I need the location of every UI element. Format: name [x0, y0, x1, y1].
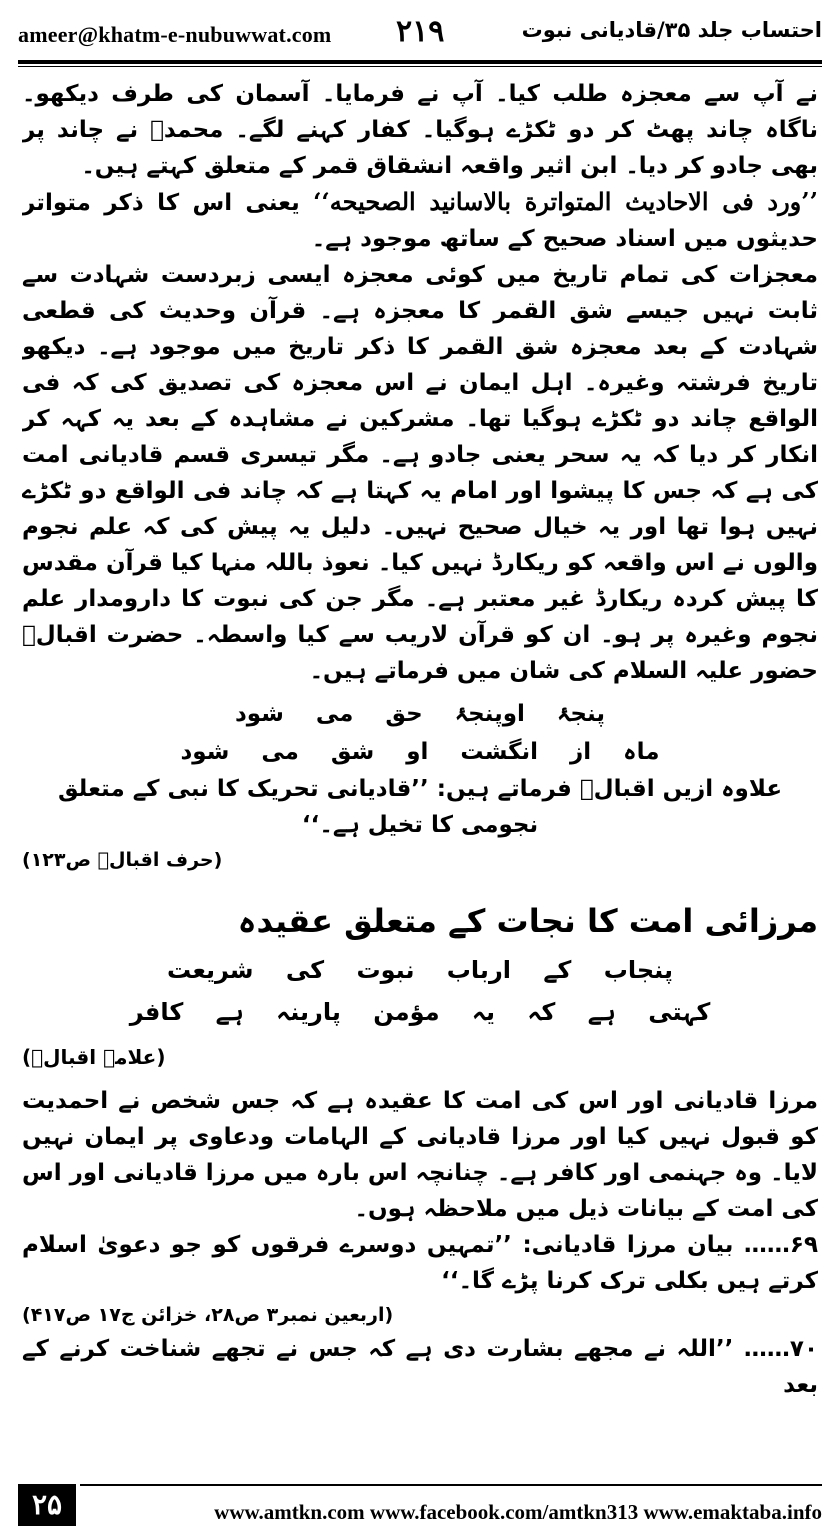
paragraph-2-rest: یعنی اس کا ذکر متواتر حدیثوں میں اسناد صحیح کے ساتھ موجود ہے۔: [22, 190, 818, 252]
verse-line-1: پنجۂ اوپنجۂ حق می شود: [234, 701, 606, 727]
verse2-line-2: کہتی ہے کہ یہ مؤمن پارینہ ہے کافر: [129, 998, 711, 1026]
header-rule-thick: [18, 60, 822, 64]
page-header: [18, 12, 822, 56]
footer-links[interactable]: www.amtkn.com www.facebook.com/amtkn313 www.emaktaba.info: [214, 1500, 822, 1524]
paragraph-5: مرزا قادیانی اور اس کی امت کا عقیدہ ہے کہ جس شخص نے احمدیت کو قبول نہیں کیا اور مرزا قادیانی کے الہامات ودعاوی پر ایمان نہیں لایا۔ وہ جہنمی اور کافر ہے۔ چنانچہ اس بارہ میں مرزا قادیانی اور اس کی امت کے بیانات ذیل میں ملاحظہ ہوں۔: [22, 1088, 818, 1222]
header-book-title: احتساب جلد ۳۵/قادیانی نبوت: [521, 18, 822, 42]
persian-verse: [22, 695, 818, 771]
paragraph-2: [22, 184, 818, 257]
paragraph-7: ۷۰…… ’’اللہ نے مجھے بشارت دی ہے کہ جس نے تجھے شناخت کرنے کے بعد: [22, 1336, 818, 1398]
header-email[interactable]: ameer@khatm-e-nubuwwat.com: [18, 22, 332, 47]
footer-rule: [80, 1484, 822, 1486]
verse-attribution: (علامہ اقبالؒ): [22, 1045, 166, 1069]
verse-line-2: ماہ از انگشت او شق می شود: [180, 739, 660, 765]
quote-69: [22, 1227, 818, 1331]
page-content: [22, 76, 818, 1464]
paragraph-4: علاوہ ازیں اقبالؒ فرماتے ہیں: ’’قادیانی تحریک کا نبی کے متعلق نجومی کا تخیل ہے۔‘‘: [57, 776, 783, 838]
paragraph-6: ۶۹…… بیان مرزا قادیانی: ’’تمہیں دوسرے فرقوں کو جو دعویٰ اسلام کرتے ہیں بکلی ترک کرنا پڑے گا۔‘‘: [22, 1232, 818, 1294]
arabic-quote: ’’ورد فی الاحادیث المتواترة بالاسانید الصحیحه‘‘: [313, 187, 818, 216]
paragraph-3: معجزات کی تمام تاریخ میں کوئی معجزہ ایسی زبردست شہادت سے ثابت نہیں جیسے شق القمر کا معجزہ ہے۔ قرآن وحدیث کی قطعی شہادت کے بعد معجزہ شق القمر کا ذکر تاریخ میں موجود ہے۔ دیکھو تاریخ فرشتہ وغیرہ۔ اہل ایمان نے اس معجزہ کی تصدیق کی کہ فی الواقع چاند دو ٹکڑے ہوگیا تھا۔ مشرکین نے مشاہدہ کے بعد یہ کہہ کر انکار کر دیا کہ یہ سحر یعنی جادو ہے۔ مگر تیسری قسم قادیانی امت کی ہے کہ جس کا پیشوا اور امام یہ کہتا ہے کہ چاند فی الواقع دو ٹکڑے نہیں ہوا تھا اور یہ خیال صحیح نہیں۔ دلیل یہ پیش کی کہ علم نجوم والوں نے اس واقعہ کو ریکارڈ نہیں کیا۔ نعوذ باللہ منہا کیا قرآن مقدس کا پیش کردہ ریکارڈ غیر معتبر ہے۔ مگر جن کی نبوت کا دارومدار علم نجوم وغیرہ پر ہو۔ ان کو قرآن لاریب سے کیا واسطہ۔ حضرت اقبالؒ حضور علیہ السلام کی شان میں فرماتے ہیں۔: [22, 262, 818, 684]
verse2-line-1: پنجاب کے ارباب نبوت کی شریعت: [167, 956, 673, 984]
footer-page-number: ۲۵: [18, 1484, 76, 1526]
section-heading: مرزائی امت کا نجات کے متعلق عقیدہ: [237, 902, 818, 940]
header-rule-thin: [18, 66, 822, 67]
reference-2: (اربعین نمبر۳ ص۲۸، خزائن ج۱۷ ص۴۱۷): [22, 1304, 394, 1326]
urdu-verse: [22, 949, 818, 1033]
reference-1: (حرف اقبالؒ ص۱۲۳): [22, 849, 223, 871]
header-page-number: ۲۱۹: [396, 14, 445, 49]
paragraph-1: نے آپ سے معجزہ طلب کیا۔ آپ نے فرمایا۔ آسمان کی طرف دیکھو۔ ناگاہ چاند پھٹ کر دو ٹکڑے ہوگیا۔ کفار کہنے لگے۔ محمدؐ نے چاند پر بھی جادو کر دیا۔ ابن اثیر واقعہ انشقاق قمر کے متعلق کہتے ہیں۔: [22, 81, 818, 179]
